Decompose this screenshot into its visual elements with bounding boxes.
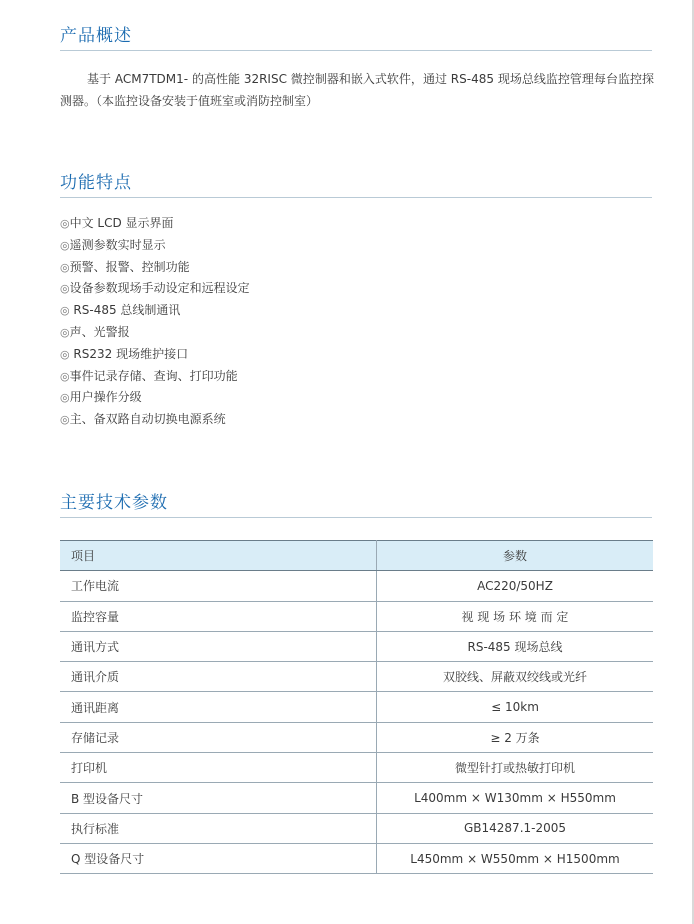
feature-item — [60, 257, 250, 279]
row-value: 微型针打或热敏打印机 — [377, 753, 654, 783]
row-label: 存储记录 — [60, 722, 377, 752]
bullet-icon: ◎ — [60, 282, 70, 296]
overview-text: 基于 ACM7TDM1- 的高性能 32RISC 微控制器和嵌入式软件，通过 RS-485 现场总线监控管理每台监控探测器。（本监控设备安装于值班室或消防控制室） — [60, 72, 654, 108]
bullet-icon: ◎ — [60, 217, 70, 230]
specs-title: 主要技术参数 — [60, 493, 168, 513]
feature-text: 预警、报警、控制功能 — [69, 259, 190, 274]
specs-table — [60, 540, 653, 874]
row-label: B 型设备尺寸 — [60, 783, 377, 813]
feature-text: RS232 现场维护接口 — [69, 346, 189, 361]
table-row — [60, 662, 653, 692]
bullet-icon: ◎ — [60, 325, 70, 339]
row-value: RS-485 现场总线 — [377, 631, 654, 661]
bullet-icon: ◎ — [60, 413, 70, 427]
feature-item — [60, 409, 250, 431]
row-label: 打印机 — [60, 753, 377, 783]
feature-text: 遥测参数实时显示 — [69, 237, 166, 252]
feature-item — [60, 387, 250, 409]
features-divider — [60, 197, 652, 198]
row-value: GB14287.1-2005 — [377, 813, 654, 843]
feature-item — [60, 213, 250, 235]
row-label: 通讯介质 — [60, 662, 377, 692]
row-value: 双胶线、屏蔽双绞线或光纤 — [377, 662, 654, 692]
bullet-icon: ◎ — [60, 347, 70, 361]
feature-item — [60, 300, 250, 322]
bullet-icon: ◎ — [60, 391, 70, 405]
feature-text: 主、备双路自动切换电源系统 — [69, 412, 226, 427]
row-label: 通讯方式 — [60, 631, 377, 661]
row-value: L450mm × W550mm × H1500mm — [377, 843, 654, 873]
table-row — [60, 692, 653, 722]
table-row — [60, 571, 653, 601]
bullet-icon: ◎ — [60, 260, 70, 274]
header-item: 项目 — [60, 541, 377, 571]
feature-text: RS-485 总线制通讯 — [69, 303, 181, 318]
overview-body — [60, 68, 654, 112]
table-row — [60, 601, 653, 631]
feature-item — [60, 235, 250, 257]
row-value: ≥ 2 万条 — [377, 722, 654, 752]
specs-divider — [60, 517, 652, 518]
row-label: 执行标准 — [60, 813, 377, 843]
row-value: AC220/50HZ — [377, 571, 654, 601]
feature-item — [60, 366, 250, 388]
table-row — [60, 722, 653, 752]
table-row — [60, 631, 653, 661]
feature-item — [60, 344, 250, 366]
features-list — [60, 213, 250, 431]
overview-title: 产品概述 — [60, 26, 132, 46]
row-label: 通讯距离 — [60, 692, 377, 722]
feature-text: 事件记录存储、查询、打印功能 — [69, 368, 238, 383]
overview-divider — [60, 50, 652, 51]
bullet-icon: ◎ — [60, 369, 70, 383]
feature-text: 声、光警报 — [69, 324, 130, 339]
table-row — [60, 843, 653, 873]
header-param: 参数 — [377, 541, 654, 571]
row-label: 工作电流 — [60, 571, 377, 601]
row-value: ≤ 10km — [377, 692, 654, 722]
feature-item — [60, 278, 250, 300]
row-value: L400mm × W130mm × H550mm — [377, 783, 654, 813]
table-header-row — [60, 541, 653, 571]
bullet-icon: ◎ — [60, 238, 70, 252]
row-value: 视 现 场 环 境 而 定 — [377, 601, 654, 631]
feature-text: 中文 LCD 显示界面 — [69, 216, 174, 230]
table-row — [60, 753, 653, 783]
row-label: Q 型设备尺寸 — [60, 843, 377, 873]
feature-text: 用户操作分级 — [69, 390, 142, 405]
feature-text: 设备参数现场手动设定和远程设定 — [69, 281, 250, 296]
bullet-icon: ◎ — [60, 304, 70, 318]
feature-item — [60, 322, 250, 344]
row-label: 监控容量 — [60, 601, 377, 631]
table-row — [60, 783, 653, 813]
table-row — [60, 813, 653, 843]
features-title: 功能特点 — [60, 173, 132, 193]
